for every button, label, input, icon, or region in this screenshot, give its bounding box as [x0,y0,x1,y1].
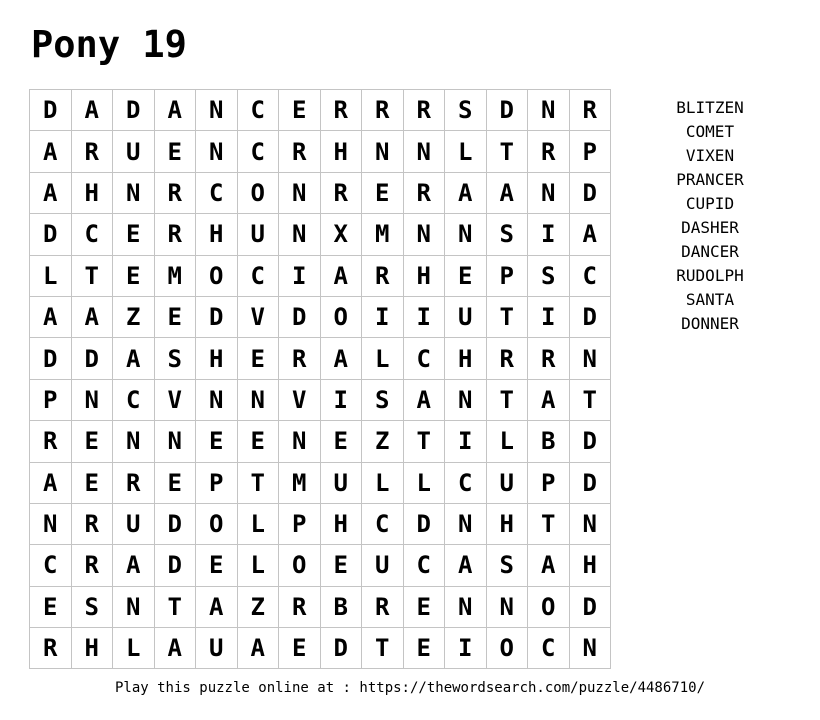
grid-cell: C [362,504,404,545]
grid-cell: A [528,380,570,421]
grid-cell: N [528,90,570,131]
grid-cell: H [487,504,529,545]
grid-cell: R [155,173,197,214]
grid-cell: T [487,380,529,421]
grid-cell: R [404,90,446,131]
grid-cell: R [279,338,321,379]
grid-cell: A [238,628,280,669]
grid-cell: S [487,214,529,255]
grid-cell: V [279,380,321,421]
grid-cell: N [404,131,446,172]
grid-cell: C [113,380,155,421]
word-list-item: DASHER [681,218,739,237]
grid-cell: B [528,421,570,462]
grid-cell: N [113,421,155,462]
grid-cell: T [362,628,404,669]
grid-cell: S [445,90,487,131]
grid-cell: U [445,297,487,338]
grid-cell: A [30,463,72,504]
grid-cell: C [72,214,114,255]
grid-cell: Z [113,297,155,338]
grid-cell: E [321,545,363,586]
grid-cell: D [30,90,72,131]
grid-cell: N [404,214,446,255]
grid-cell: A [570,214,612,255]
word-list-item: DONNER [681,314,739,333]
grid-cell: R [487,338,529,379]
grid-cell: B [321,587,363,628]
grid-cell: H [196,214,238,255]
grid-cell: R [321,90,363,131]
grid-cell: A [30,131,72,172]
grid-cell: D [155,545,197,586]
grid-cell: L [362,338,404,379]
grid-cell: E [404,587,446,628]
grid-cell: T [72,256,114,297]
grid-cell: C [238,90,280,131]
grid-cell: P [487,256,529,297]
grid-cell: R [528,131,570,172]
grid-cell: I [321,380,363,421]
grid-cell: A [113,338,155,379]
grid-cell: L [238,504,280,545]
grid-cell: L [404,463,446,504]
grid-cell: T [238,463,280,504]
grid-cell: N [362,131,404,172]
grid-cell: H [404,256,446,297]
grid-cell: D [321,628,363,669]
grid-cell: D [30,214,72,255]
grid-cell: S [362,380,404,421]
grid-cell: C [238,256,280,297]
grid-cell: D [196,297,238,338]
grid-cell: E [279,90,321,131]
grid-cell: E [155,463,197,504]
grid-cell: H [72,173,114,214]
grid-cell: U [196,628,238,669]
grid-cell: S [487,545,529,586]
word-list-item: BLITZEN [676,98,744,117]
grid-cell: D [570,173,612,214]
grid-cell: E [196,545,238,586]
grid-cell: E [72,463,114,504]
grid-cell: V [155,380,197,421]
grid-cell: C [196,173,238,214]
grid-cell: M [279,463,321,504]
grid-cell: C [238,131,280,172]
grid-cell: C [404,338,446,379]
grid-cell: U [113,131,155,172]
grid-cell: Z [238,587,280,628]
grid-cell: D [570,297,612,338]
grid-cell: R [404,173,446,214]
grid-cell: N [528,173,570,214]
grid-cell: R [72,504,114,545]
grid-cell: D [30,338,72,379]
grid-cell: C [445,463,487,504]
grid-cell: N [279,421,321,462]
grid-cell: A [404,380,446,421]
grid-cell: I [445,628,487,669]
grid-cell: R [72,131,114,172]
word-list [650,96,770,336]
grid-cell: D [570,463,612,504]
grid-cell: T [404,421,446,462]
grid-cell: E [362,173,404,214]
grid-cell: R [72,545,114,586]
grid-cell: H [570,545,612,586]
play-online-footer: Play this puzzle online at : https://thewordsearch.com/puzzle/4486710/ [114,680,705,696]
grid-cell: N [445,504,487,545]
grid-cell: R [362,587,404,628]
grid-cell: A [528,545,570,586]
grid-cell: D [113,90,155,131]
grid-cell: O [487,628,529,669]
grid-cell: L [362,463,404,504]
grid-cell: O [528,587,570,628]
grid-cell: E [113,214,155,255]
grid-cell: N [30,504,72,545]
grid-cell: E [321,421,363,462]
grid-cell: R [362,256,404,297]
grid-cell: N [570,628,612,669]
grid-cell: R [113,463,155,504]
grid-cell: A [30,173,72,214]
grid-cell: T [528,504,570,545]
grid-cell: D [72,338,114,379]
grid-cell: I [362,297,404,338]
grid-cell: N [279,173,321,214]
grid-cell: A [72,297,114,338]
grid-cell: D [155,504,197,545]
grid-cell: D [279,297,321,338]
grid-cell: A [445,173,487,214]
grid-cell: C [528,628,570,669]
grid-cell: E [155,297,197,338]
word-list-item: COMET [685,122,735,141]
grid-cell: P [528,463,570,504]
grid-cell: N [445,380,487,421]
grid-cell: D [570,587,612,628]
grid-cell: I [404,297,446,338]
word-list-item: RUDOLPH [676,266,744,285]
grid-cell: Z [362,421,404,462]
word-list-item: PRANCER [676,170,744,189]
grid-cell: R [279,131,321,172]
grid-cell: N [155,421,197,462]
grid-cell: S [155,338,197,379]
grid-cell: O [238,173,280,214]
grid-cell: L [113,628,155,669]
grid-cell: M [362,214,404,255]
grid-cell: R [570,90,612,131]
word-list-item: VIXEN [685,146,735,165]
grid-cell: E [72,421,114,462]
grid-cell: O [279,545,321,586]
grid-cell: R [362,90,404,131]
grid-cell: N [196,380,238,421]
grid-cell: N [570,504,612,545]
grid-cell: C [404,545,446,586]
grid-cell: T [155,587,197,628]
grid-cell: U [238,214,280,255]
grid-cell: E [238,338,280,379]
grid-cell: A [30,297,72,338]
grid-cell: O [321,297,363,338]
grid-cell: N [113,587,155,628]
grid-cell: L [487,421,529,462]
grid-cell: H [321,131,363,172]
grid-cell: A [321,256,363,297]
grid-cell: E [196,421,238,462]
word-list-item: CUPID [685,194,735,213]
grid-cell: E [155,131,197,172]
grid-cell: H [72,628,114,669]
word-list-item: DANCER [681,242,739,261]
grid-cell: T [487,131,529,172]
grid-cell: D [570,421,612,462]
grid-cell: A [445,545,487,586]
grid-cell: N [113,173,155,214]
grid-cell: A [321,338,363,379]
grid-cell: E [30,587,72,628]
grid-cell: E [238,421,280,462]
grid-cell: E [279,628,321,669]
grid-cell: L [238,545,280,586]
grid-cell: R [30,421,72,462]
grid-cell: H [321,504,363,545]
puzzle-title: Pony 19 [31,23,187,66]
grid-cell: D [487,90,529,131]
grid-cell: L [30,256,72,297]
grid-cell: T [570,380,612,421]
grid-cell: P [30,380,72,421]
grid-cell: N [196,131,238,172]
grid-cell: N [279,214,321,255]
grid-cell: N [570,338,612,379]
grid-cell: S [528,256,570,297]
grid-cell: A [113,545,155,586]
grid-cell: N [445,214,487,255]
grid-cell: X [321,214,363,255]
grid-cell: R [30,628,72,669]
grid-cell: I [528,297,570,338]
grid-cell: A [72,90,114,131]
grid-cell: R [528,338,570,379]
grid-cell: E [404,628,446,669]
grid-cell: A [196,587,238,628]
grid-cell: N [196,90,238,131]
grid-cell: M [155,256,197,297]
grid-cell: V [238,297,280,338]
grid-cell: E [113,256,155,297]
grid-cell: N [445,587,487,628]
grid-cell: O [196,256,238,297]
grid-cell: N [72,380,114,421]
grid-cell: H [196,338,238,379]
grid-cell: U [487,463,529,504]
grid-cell: U [321,463,363,504]
grid-cell: O [196,504,238,545]
grid-cell: E [445,256,487,297]
grid-cell: P [279,504,321,545]
grid-cell: C [570,256,612,297]
grid-cell: C [30,545,72,586]
grid-cell: T [487,297,529,338]
grid-cell: U [362,545,404,586]
grid-cell: I [445,421,487,462]
grid-cell: A [487,173,529,214]
grid-cell: R [279,587,321,628]
grid-cell: A [155,628,197,669]
grid-cell: A [155,90,197,131]
grid-cell: N [238,380,280,421]
grid-cell: D [404,504,446,545]
grid-cell: P [570,131,612,172]
grid-cell: R [155,214,197,255]
word-list-item: SANTA [685,290,735,309]
grid-cell: S [72,587,114,628]
grid-cell: U [113,504,155,545]
grid-cell: N [487,587,529,628]
grid-cell: I [279,256,321,297]
grid-cell: I [528,214,570,255]
letter-grid [29,89,611,669]
grid-cell: P [196,463,238,504]
grid-cell: H [445,338,487,379]
grid-cell: R [321,173,363,214]
grid-cell: L [445,131,487,172]
